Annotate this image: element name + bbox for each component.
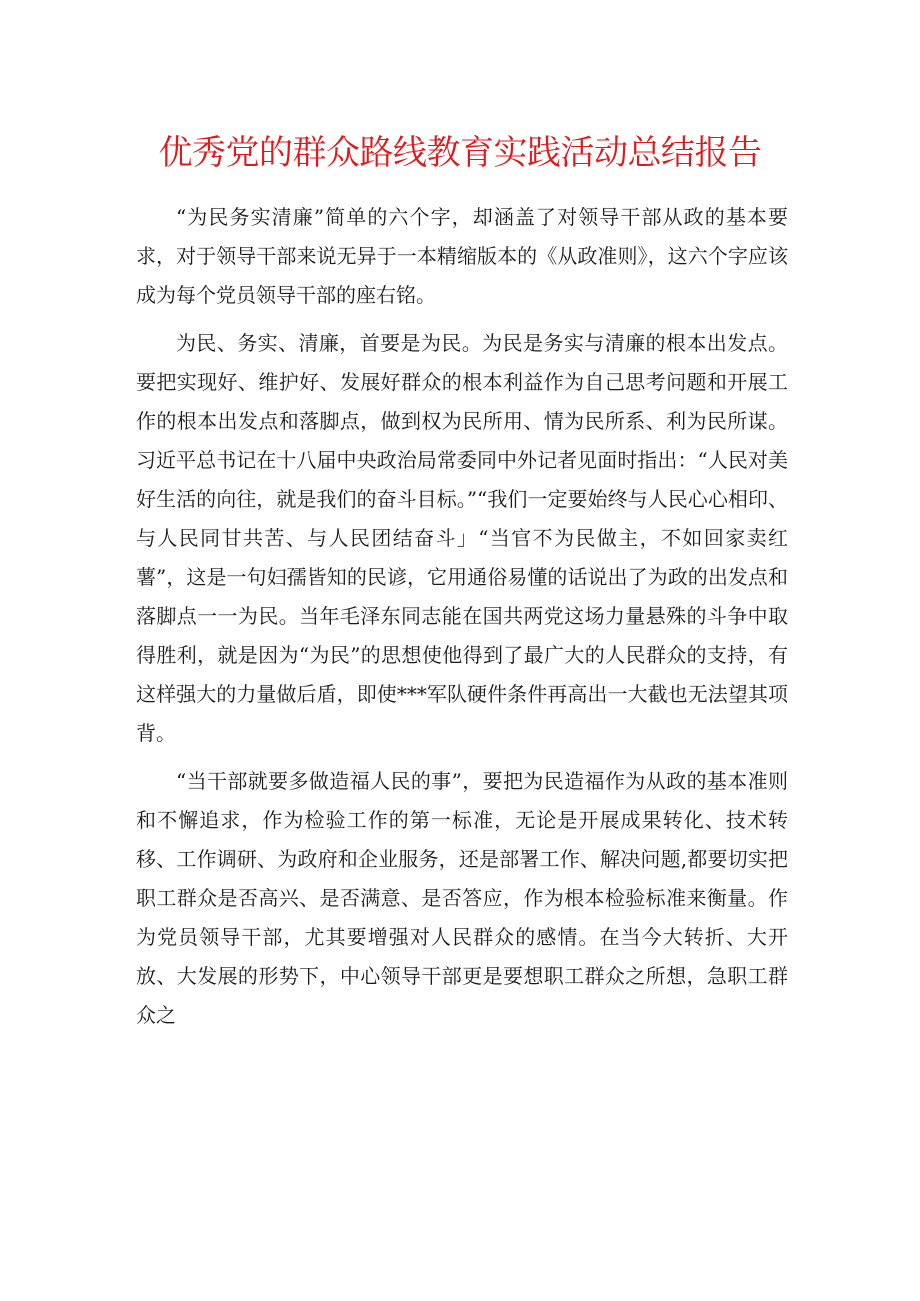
- paragraph-2: 为民、务实、清廉，首要是为民。为民是务实与清廉的根本出发点。要把实现好、维护好、发展好群众的根本利益作为自己思考问题和开展工作的根本出发点和落脚点，做到权为民所用、情为民所系、利为民所谋。习近平总书记在十八届中央政治局常委同中外记者见面时指出：“人民对美好生活的向往，就是我们的奋斗目标。”“我们一定要始终与人民心心相印、与人民同甘共苦、与人民团结奋斗」“当官不为民做主，不如回家卖红薯”，这是一句妇孺皆知的民谚，它用通俗易懂的话说出了为政的出发点和落脚点一一为民。当年毛泽东同志能在国共两党这场力量悬殊的斗争中取得胜利，就是因为“为民”的思想使他得到了最广大的人民群众的支持，有这样强大的力量做后盾，即使***军队硬件条件再高出一大截也无法望其项背。: [136, 331, 788, 745]
- document-title: 优秀党的群众路线教育实践活动总结报告: [158, 133, 762, 173]
- document-body: [136, 198, 788, 1035]
- paragraph-1: “为民务实清廉”简单的六个字，却涵盖了对领导干部从政的基本要求，对于领导干部来说无异于一本精缩版本的《从政准则》，这六个字应该成为每个党员领导干部的座右铭。: [136, 205, 788, 307]
- paragraph-3: “当干部就要多做造福人民的事”，要把为民造福作为从政的基本准则和不懈追求，作为检验工作的第一标准，无论是开展成果转化、技术转移、工作调研、为政府和企业服务，还是部署工作、解决问题,都要切实把职工群众是否高兴、是否满意、是否答应，作为根本检验标准来衡量。作为党员领导干部，尤其要增强对人民群众的感情。在当今大转折、大开放、大发展的形势下，中心领导干部更是要想职工群众之所想，急职工群众之: [136, 769, 788, 1027]
